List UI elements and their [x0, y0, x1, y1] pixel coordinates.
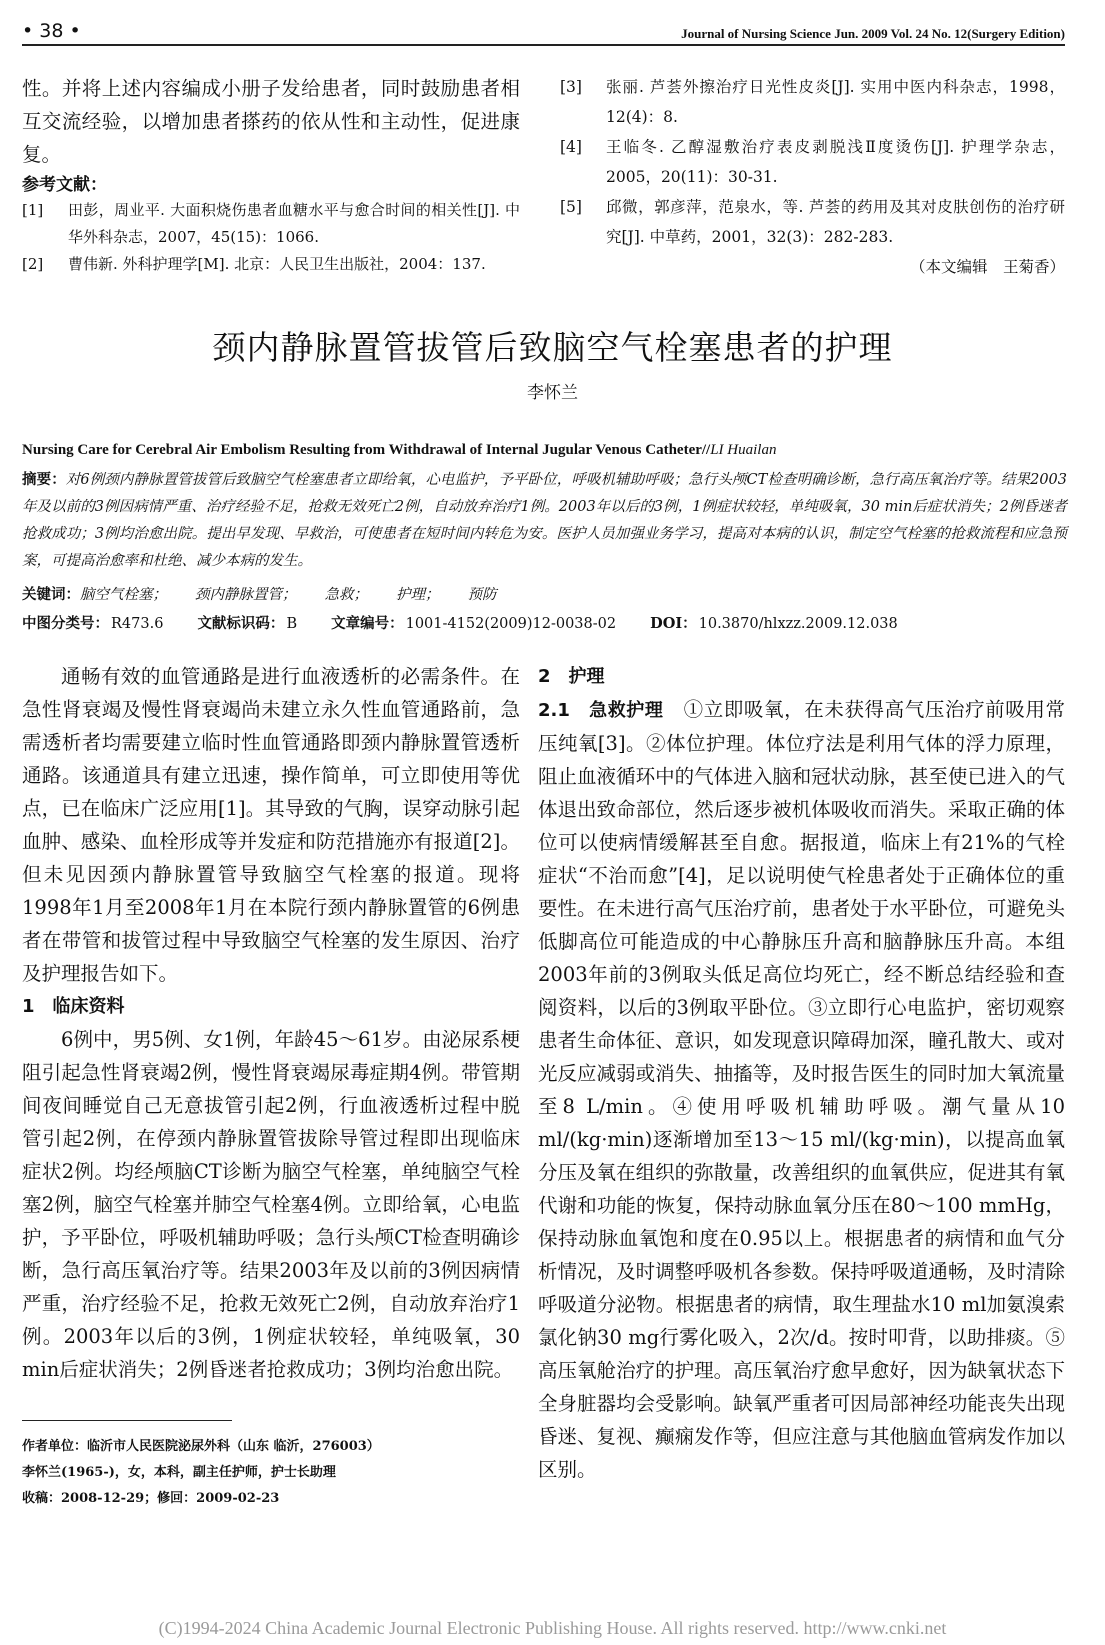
intro-paragraph: 通畅有效的血管通路是进行血液透析的必需条件。在急性肾衰竭及慢性肾衰竭尚未建立永久性血管通路前，急需透析者均需要建立临时性血管通路即颈内静脉置管透析通路。该通道具有建立迅速，操作简单，可立即使用等优点，已在临床广泛应用[1]。其导致的气胸，误穿动脉引起血肿、感染、血栓形成等并发症和防范措施亦有报道[2]。但未见因颈内静脉置管导致脑空气栓塞的报道。现将1998年1月至2008年1月在本院行颈内静脉置管的6例患者在带管和拔管过程中导致脑空气栓塞的发生原因、治疗及护理报告如下。 [22, 665, 520, 985]
reference-text: 王临冬. 乙醇湿敷治疗表皮剥脱浅Ⅱ度烫伤[J]. 护理学杂志，2005，20(11)：30-31. [606, 138, 1065, 186]
reference-text: 田彭，周业平. 大面积烧伤患者血糖水平与愈合时间的相关性[J]. 中华外科杂志，2007，45(15)：1066. [68, 201, 520, 246]
reference-item [560, 192, 1065, 252]
keywords [22, 583, 1067, 607]
previous-article-left [22, 72, 520, 278]
body-right-column [538, 660, 1065, 1486]
body-left-column [22, 660, 520, 1386]
abstract-label: 摘要： [22, 471, 66, 488]
section-1-text: 6例中，男5例、女1例，年龄45～61岁。由泌尿系梗阻引起急性肾衰竭2例，慢性肾衰竭尿毒症期4例。带管期间夜间睡觉自己无意拔管引起2例，行血液透析过程中脱管引起2例，在停颈内静脉置管拔除导管过程即出现临床症状2例。均经颅脑CT诊断为脑空气栓塞，单纯脑空气栓塞2例，脑空气栓塞并肺空气栓塞4例。立即给氧，心电监护，予平卧位，呼吸机辅助呼吸；急行头颅CT检查明确诊断，急行高压氧治疗等。结果2003年及以前的3例因病情严重，治疗经验不足，抢救无效死亡2例，自动放弃治疗1例。2003年以后的3例，1例症状较轻，单纯吸氧，30 min后症状消失；2例昏迷者抢救成功；3例均治愈出院。 [22, 1028, 520, 1381]
class-value: R473.6 [111, 616, 164, 632]
article-number-label: 文章编号： [331, 615, 404, 632]
footnote-rule [22, 1420, 232, 1421]
copyright-watermark: (C)1994-2024 China Academic Journal Electronic Publishing House. All rights reserved. http://www.cnki.net [158, 1618, 947, 1638]
class-label: 中图分类号： [22, 615, 109, 632]
doi-value: 10.3870/hlxzz.2009.12.038 [698, 616, 898, 632]
references-heading: 参考文献： [22, 175, 107, 195]
doccode-value: B [286, 616, 298, 632]
reference-number: [2] [22, 255, 44, 273]
section-2-heading: 2 护理 [538, 666, 605, 687]
section-2-1-text: ①立即吸氧，在未获得高气压治疗前吸用常压纯氧[3]。②体位护理。体位疗法是利用气体的浮力原理，阻止血液循环中的气体进入脑和冠状动脉，甚至使已进入的气体退出致命部位，然后逐步被机体吸收而消失。采取正确的体位可以使病情缓解甚至自愈。据报道，临床上有21%的气栓症状“不治而愈”[4]，足以说明使气栓患者处于正确体位的重要性。在未进行高气压治疗前，患者处于水平卧位，可避免头低脚高位可能造成的中心静脉压升高和脑静脉压升高。本组2003年前的3例取头低足高位均死亡，经不断总结经验和查阅资料，以后的3例取平卧位。③立即行心电监护，密切观察患者生命体征、意识，如发现意识障碍加深，瞳孔散大、或对光反应减弱或消失、抽搐等，及时报告医生的同时加大氧流量至8 L/min。④使用呼吸机辅助呼吸。潮气量从10 ml/(kg·min)逐渐增加至13～15 ml/(kg·min)，以提高血氧分压及氧在组织的弥散量，改善组织的血氧供应，促进其有氧代谢和功能的恢复，保持动脉血氧分压在80～100 mmHg，保持动脉血氧饱和度在0.95以上。根据患者的病情和血气分析情况，及时调整呼吸机各参数。保持呼吸道通畅，及时清除呼吸道分泌物。根据患者的病情，取生理盐水10 ml加氨溴索氯化钠30 mg行雾化吸入，2次/d。按时叩背，以助排痰。⑤高压氧舱治疗的护理。高压氧治疗愈早愈好，因为缺氧状态下全身脏器均会受影响。缺氧严重者可因局部神经功能丧失出现昏迷、复视、癫痫发作等，但应注意与其他脑血管病发作加以区别。 [538, 698, 1065, 1481]
footnote-dates: 收稿：2008-12-29；修回：2009-02-23 [22, 1491, 280, 1506]
article-title: 颈内静脉置管拔管后致脑空气栓塞患者的护理 [212, 328, 893, 367]
keywords-label: 关键词： [22, 586, 80, 603]
reference-text: 张丽. 芦荟外擦治疗日光性皮炎[J]. 实用中医内科杂志，1998，12(4)：8. [606, 78, 1065, 126]
reference-item [22, 197, 520, 251]
keyword: 脑空气栓塞； [80, 587, 167, 603]
footnote-affiliation: 作者单位：临沂市人民医院泌尿外科（山东 临沂，276003） [22, 1439, 380, 1454]
reference-text: 曹伟新. 外科护理学[M]. 北京：人民卫生出版社，2004：137. [68, 255, 486, 273]
article-number-value: 1001-4152(2009)12-0038-02 [405, 616, 617, 632]
abstract-text: 对6例颈内静脉置管拔管后致脑空气栓塞患者立即给氧，心电监护，予平卧位，呼吸机辅助呼吸；急行头颅CT检查明确诊断，急行高压氧治疗等。结果2003年及以前的3例因病情严重、治疗经验不足，抢救无效死亡2例，自动放弃治疗1例。2003年以后的3例，1例症状较轻，单纯吸氧，30 min后症状消失；2例昏迷者抢救成功；3例均治愈出院。提出早发现、早救治，可使患者在短时间内转危为安。医护人员加强业务学习，提高对本病的认识，制定空气栓塞的抢救流程和应急预案，可提高治愈率和杜绝、减少本病的发生。 [22, 472, 1068, 569]
previous-article-right [560, 72, 1065, 282]
reference-item [560, 132, 1065, 192]
section-2-1-heading: 2.1 急救护理 [538, 700, 664, 721]
abstract [22, 466, 1067, 575]
section-1-heading: 1 临床资料 [22, 996, 125, 1017]
doi-label: DOI： [650, 615, 697, 632]
reference-item [560, 72, 1065, 132]
english-title [22, 442, 1072, 459]
classification-line [22, 612, 1067, 636]
journal-header: Journal of Nursing Science Jun. 2009 Vol. 24 No. 12(Surgery Edition) [681, 26, 1065, 41]
english-author: LI Huailan [710, 442, 777, 458]
article-author: 李怀兰 [527, 383, 578, 403]
reference-text: 邱微，郭彦萍，范泉水，等. 芦荟的药用及其对皮肤创伤的治疗研究[J]. 中草药，2001，32(3)：282-283. [606, 198, 1065, 246]
reference-number: [5] [560, 198, 582, 216]
footnote [22, 1434, 522, 1512]
doccode-label: 文献标识码： [197, 615, 285, 632]
keyword: 急救； [324, 587, 368, 603]
editor-note: （本文编辑 王菊香） [909, 258, 1065, 276]
keyword: 颈内静脉置管； [195, 587, 297, 603]
page-number: • 38 • [22, 20, 81, 42]
footnote-author-bio: 李怀兰(1965-)，女，本科，副主任护师，护士长助理 [22, 1465, 336, 1480]
reference-number: [4] [560, 138, 582, 156]
english-title-text: Nursing Care for Cerebral Air Embolism Resulting from Withdrawal of Internal Jugular Venous Catheter// [22, 442, 711, 458]
keyword: 预防 [467, 587, 497, 603]
reference-item [22, 251, 520, 278]
header-rule [22, 44, 1065, 46]
reference-number: [3] [560, 78, 582, 96]
keyword: 护理； [396, 587, 440, 603]
reference-number: [1] [22, 201, 44, 219]
previous-body-end: 性。并将上述内容编成小册子发给患者，同时鼓励患者相互交流经验，以增加患者搽药的依从性和主动性，促进康复。 [22, 77, 520, 166]
